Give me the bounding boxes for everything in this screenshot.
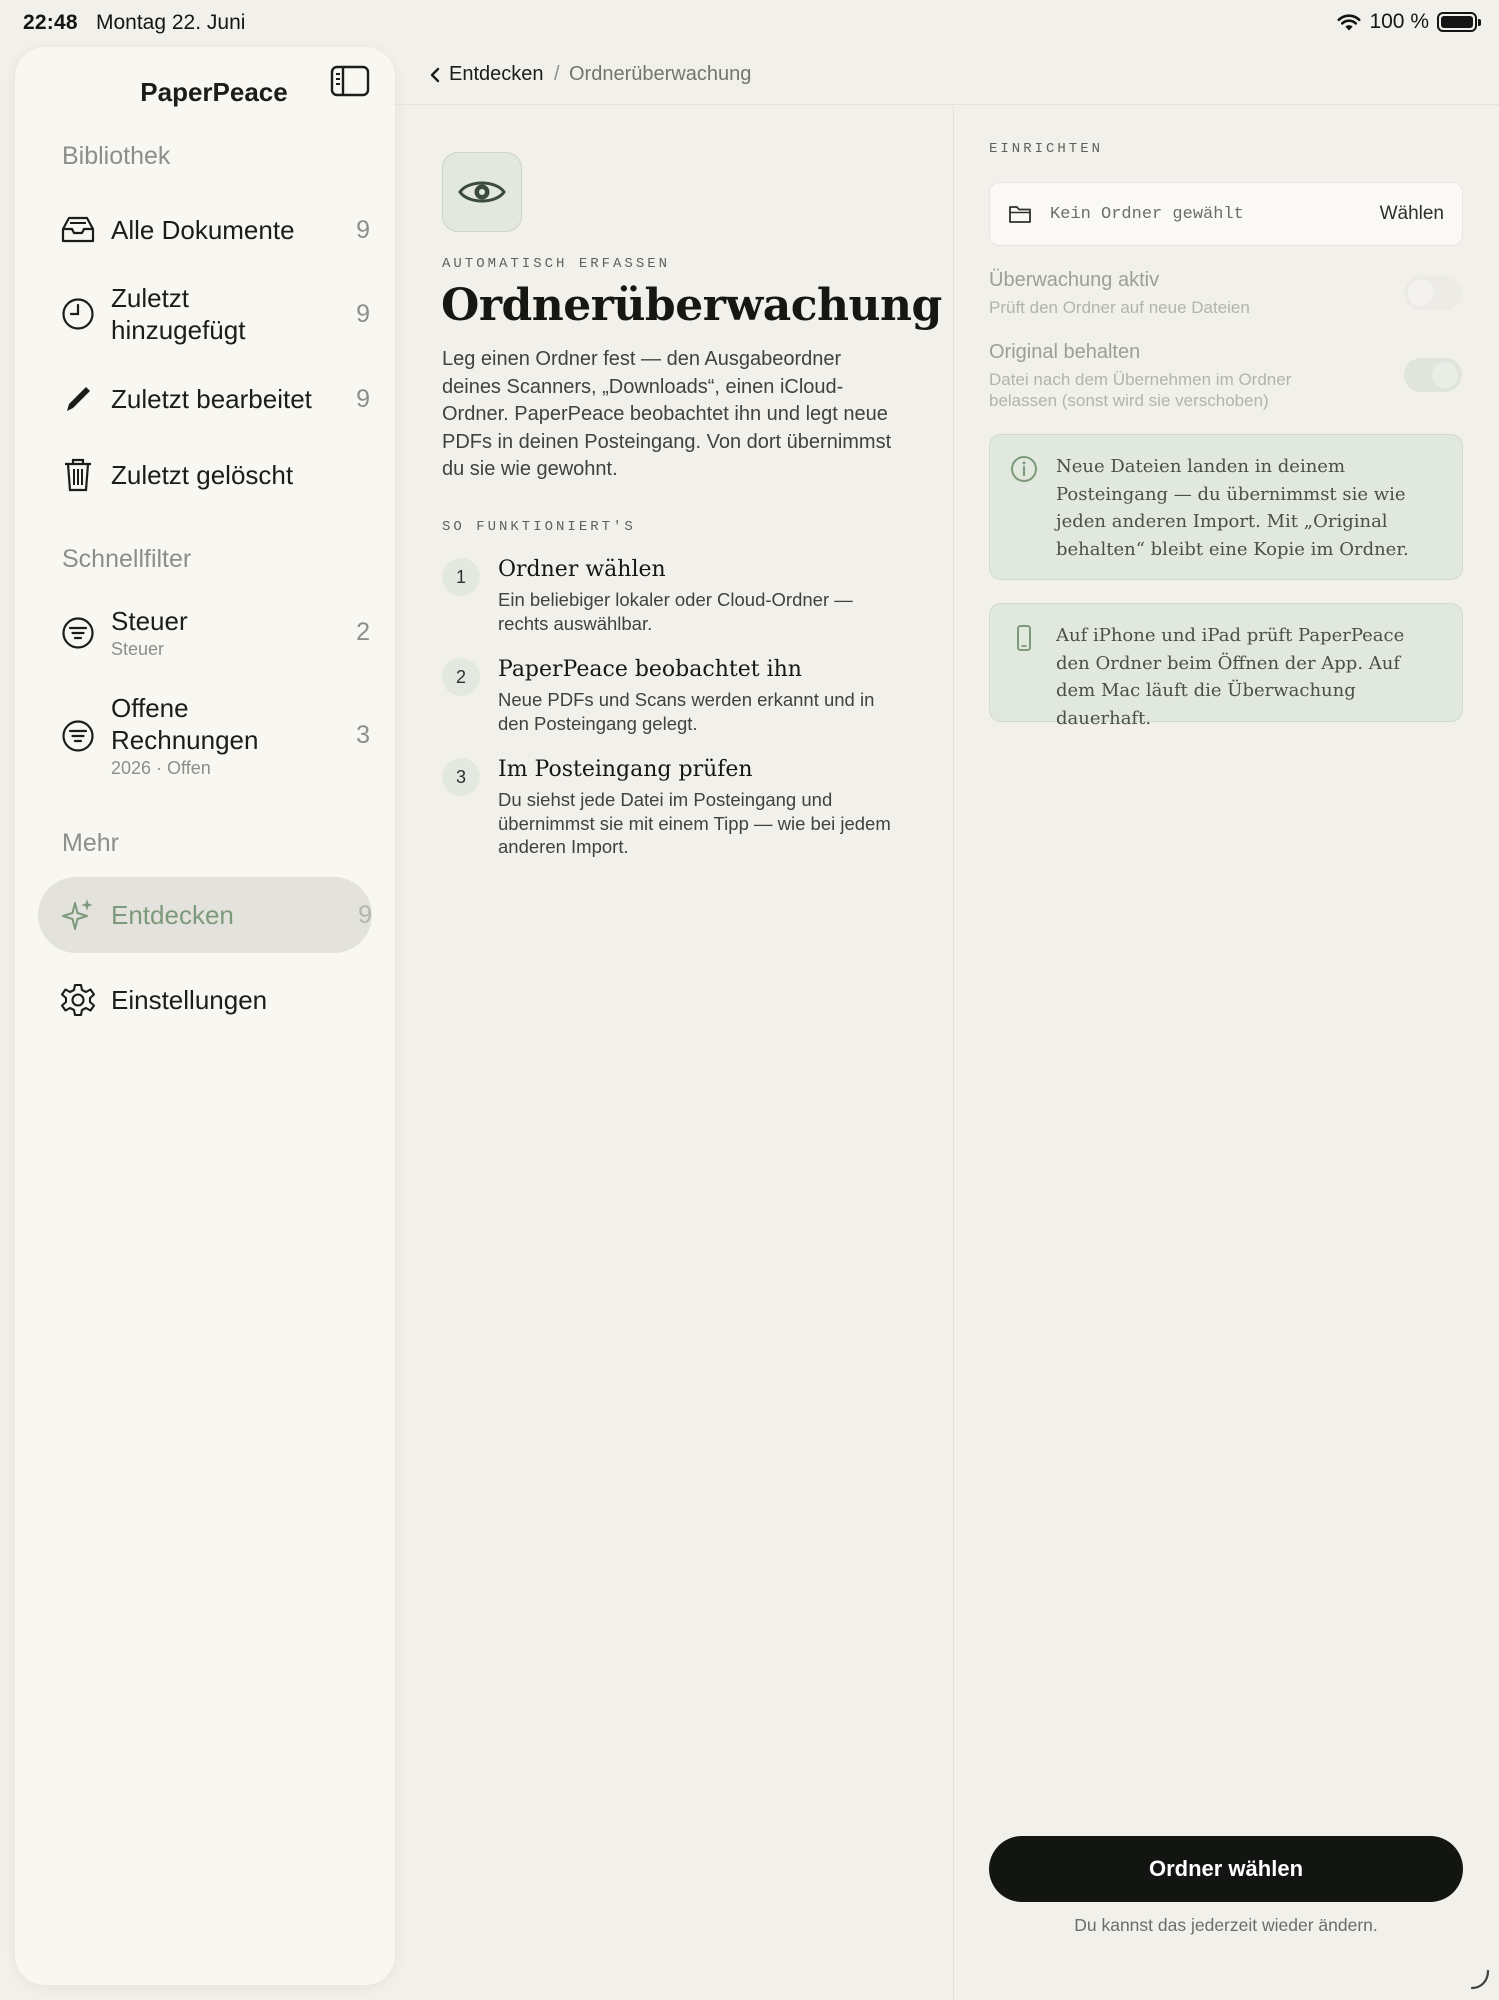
watch-active-toggle[interactable] <box>1404 276 1462 310</box>
chevron-left-icon <box>429 66 441 84</box>
sidebar-item-offene-rechnungen[interactable] <box>60 692 370 779</box>
status-bar <box>0 0 1499 46</box>
device-note-text: Auf iPhone und iPad prüft PaperPeace den Ordner beim Öffnen der App. Auf dem Mac läuft die Überwachung dauerhaft. <box>1056 625 1405 729</box>
breadcrumb-current: Ordnerüberwachung <box>569 63 752 85</box>
keep-original-label: Original behalten <box>989 341 1141 363</box>
battery-percent: 100 % <box>1369 10 1429 33</box>
status-time: 22:48 <box>23 11 78 34</box>
sparkle-icon <box>60 897 96 933</box>
setup-panel <box>954 106 1499 2000</box>
step-title: Ordner wählen <box>498 557 666 582</box>
step-title: Im Posteingang prüfen <box>498 757 753 782</box>
sidebar-toggle-icon[interactable] <box>330 65 370 97</box>
change-later-hint: Du kannst das jederzeit wieder ändern. <box>1074 1915 1378 1935</box>
device-note-card <box>989 603 1463 729</box>
choose-folder-button[interactable]: Ordner wählen <box>989 1836 1463 1902</box>
step-number: 2 <box>442 658 480 696</box>
sidebar-item-recently-edited[interactable] <box>60 381 370 417</box>
item-count: 9 <box>356 299 370 328</box>
sidebar-item-sublabel: 2026 · Offen <box>111 758 211 778</box>
sidebar-item-label: Zuletzt gelöscht <box>111 460 294 490</box>
sidebar-item-entdecken[interactable] <box>38 877 372 953</box>
resize-handle-icon <box>1469 1968 1491 1990</box>
app-title: PaperPeace <box>140 77 288 107</box>
section-quickfilters: Schnellfilter <box>62 545 192 573</box>
pencil-icon <box>60 381 96 417</box>
step-number: 3 <box>442 758 480 796</box>
breadcrumb <box>395 47 1499 105</box>
watch-active-description: Prüft den Ordner auf neue Dateien <box>989 298 1250 317</box>
section-more: Mehr <box>62 829 119 857</box>
sidebar-item-recently-deleted[interactable] <box>60 457 370 493</box>
main-content <box>395 106 953 2000</box>
step-title: PaperPeace beobachtet ihn <box>498 657 802 682</box>
eye-icon <box>458 177 506 207</box>
sidebar-item-label: Entdecken <box>111 900 234 930</box>
filter-icon <box>60 615 96 651</box>
keep-original-toggle[interactable] <box>1404 358 1462 392</box>
breadcrumb-separator: / <box>554 63 560 85</box>
info-icon <box>1010 455 1038 483</box>
sidebar-item-all-documents[interactable] <box>60 212 370 248</box>
page-title: Ordnerüberwachung <box>441 280 942 331</box>
item-count: 2 <box>356 618 370 646</box>
intro-text: Leg einen Ordner fest — den Ausgabeordner deines Scanners, „Downloads“, einen iCloud-Ordner. PaperPeace beobachtet ihn und legt neue PDFs in deinen Posteingang. Von dort übernimmst du sie wie gewohnt. <box>442 348 892 480</box>
sidebar-item-sublabel: Steuer <box>111 639 165 659</box>
how-it-works-kicker: SO FUNKTIONIERT'S <box>442 519 636 535</box>
trash-icon <box>60 457 96 493</box>
status-indicators <box>1337 10 1477 34</box>
item-count: 3 <box>356 721 370 749</box>
item-count: 9 <box>358 900 372 929</box>
phone-icon <box>1010 624 1038 652</box>
section-library: Bibliothek <box>62 142 171 170</box>
watch-active-label: Überwachung aktiv <box>989 269 1160 291</box>
back-label: Entdecken <box>449 63 544 85</box>
choose-folder-link[interactable]: Wählen <box>1379 203 1444 224</box>
wifi-icon <box>1337 13 1361 31</box>
feature-kicker: AUTOMATISCH ERFASSEN <box>442 256 671 272</box>
gear-icon <box>60 982 96 1018</box>
folder-placeholder: Kein Ordner gewählt <box>1050 204 1244 224</box>
info-text: Neue Dateien landen in deinem Posteingang — du übernimmst sie wie jeden anderen Import. Mit „Original behalten“ bleibt eine Kopie im Ordner. <box>1056 456 1409 560</box>
sidebar-item-recently-added[interactable] <box>60 282 370 346</box>
status-date: Montag 22. Juni <box>96 11 246 34</box>
back-button[interactable] <box>429 63 544 86</box>
inbox-icon <box>60 212 96 248</box>
keep-original-description: Datei nach dem Übernehmen im Ordner belassen (sonst wird sie verschoben) <box>989 370 1292 410</box>
sidebar-item-label: Zuletzt hinzugefügt <box>111 283 246 345</box>
step-description: Du siehst jede Datei im Posteingang und übernimmst sie mit einem Tipp — wie bei jedem anderen Import. <box>498 789 891 857</box>
clock-icon <box>60 296 96 332</box>
setup-kicker: EINRICHTEN <box>989 141 1104 157</box>
folder-picker-field[interactable] <box>989 182 1463 246</box>
item-count: 9 <box>356 215 370 244</box>
sidebar-item-label: Alle Dokumente <box>111 215 295 245</box>
sidebar <box>15 47 395 1985</box>
sidebar-item-einstellungen[interactable] <box>60 982 370 1018</box>
sidebar-item-steuer[interactable] <box>60 605 370 660</box>
battery-icon <box>1437 12 1477 32</box>
info-card <box>989 434 1463 580</box>
step-description: Neue PDFs und Scans werden erkannt und in den Posteingang gelegt. <box>498 689 875 734</box>
sidebar-item-label: Zuletzt bearbeitet <box>111 384 312 414</box>
sidebar-item-label: Einstellungen <box>111 985 268 1015</box>
feature-icon-tile <box>442 152 522 232</box>
sidebar-item-label: Offene Rechnungen <box>111 693 259 755</box>
sidebar-item-label: Steuer <box>111 606 188 636</box>
step-number: 1 <box>442 558 480 596</box>
filter-icon <box>60 718 96 754</box>
step-description: Ein beliebiger lokaler oder Cloud-Ordner — rechts auswählbar. <box>498 589 853 634</box>
item-count: 9 <box>356 384 370 413</box>
folder-icon <box>1008 204 1032 224</box>
